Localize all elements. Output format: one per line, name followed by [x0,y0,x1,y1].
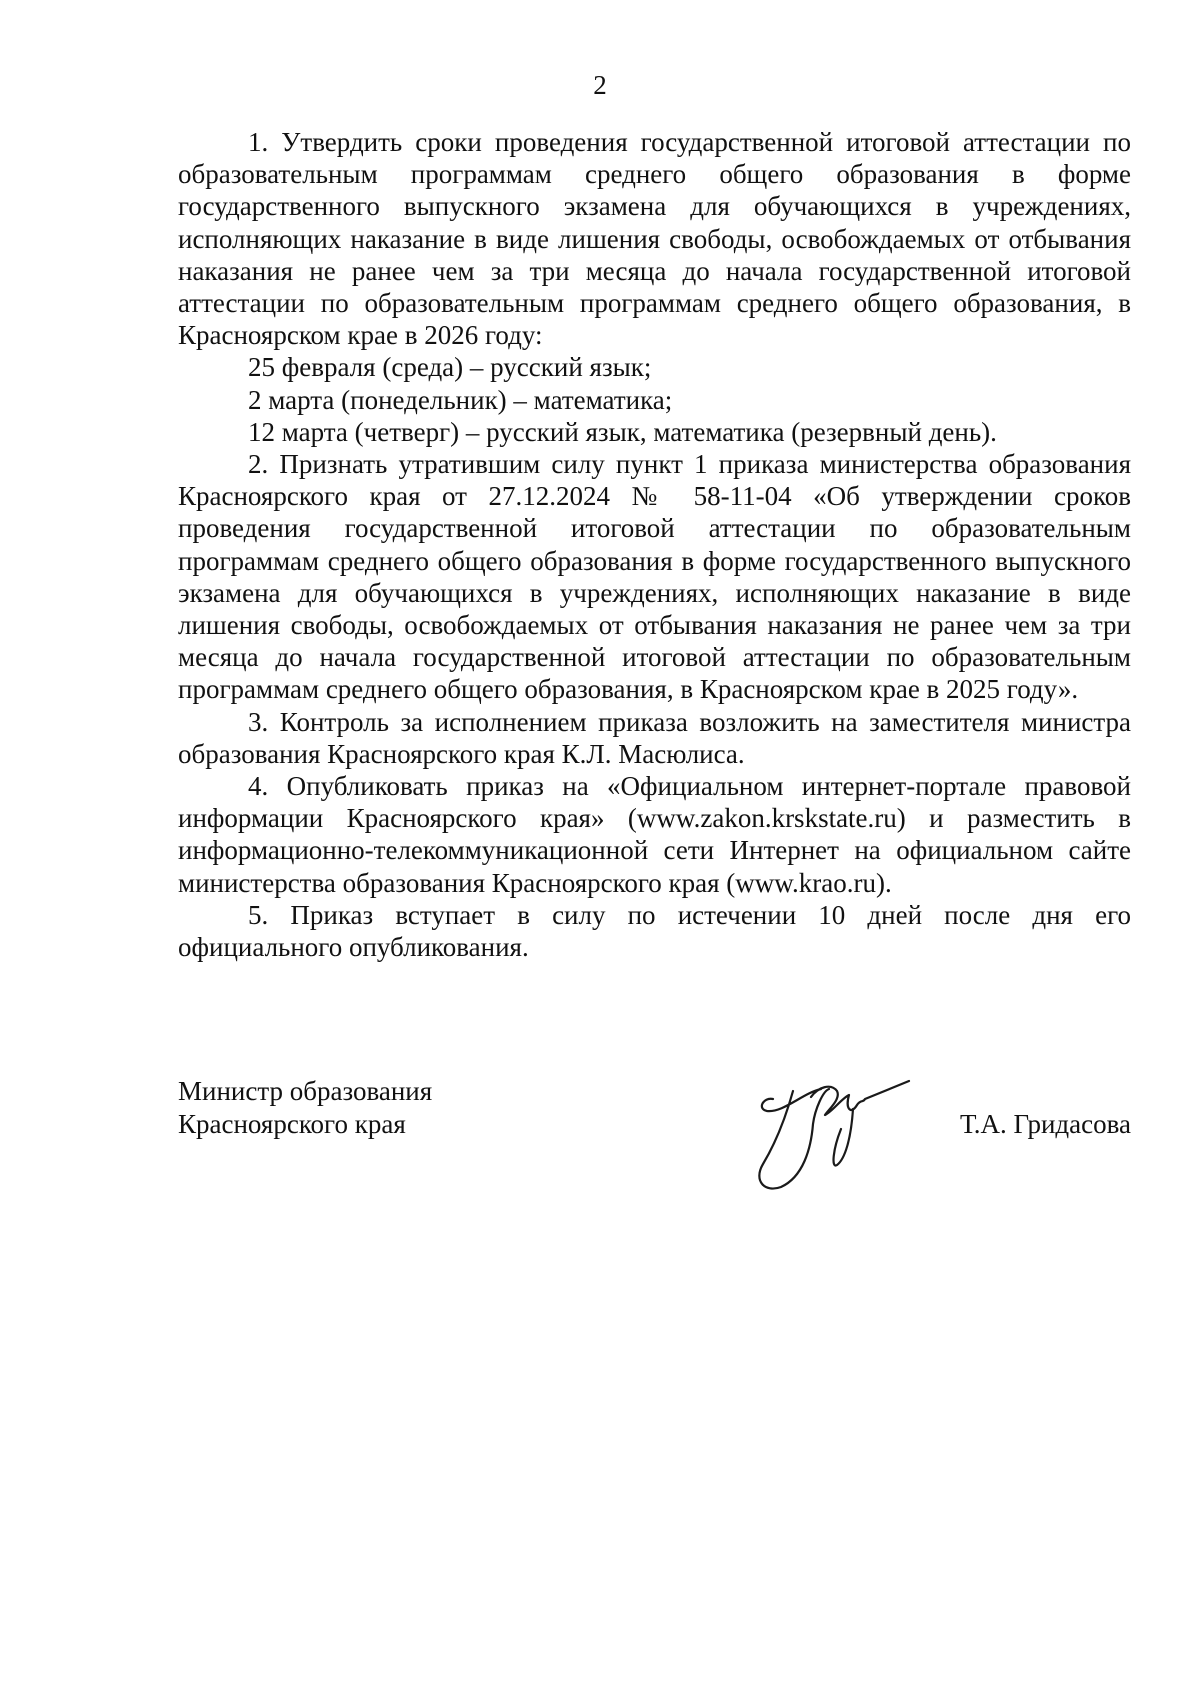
signer-name: Т.А. Гридасова [960,1109,1131,1139]
handwritten-signature [733,1069,913,1199]
schedule-item: 2 марта (понедельник) – математика; [248,384,673,415]
signer-title-line: Красноярского края [178,1109,406,1139]
page-number: 2 [593,70,607,100]
signer-title-line: Министр образования [178,1076,433,1106]
schedule-item: 25 февраля (среда) – русский язык; [248,352,652,383]
paragraph-5: 5. Приказ вступает в силу по истечении 10 дней после дня его официального опубликования. [178,899,1131,963]
signature-block [178,1075,1131,1215]
paragraph-3: 3. Контроль за исполнением приказа возложить на заместителя министра образования Красноярского края К.Л. Масюлиса. [178,706,1131,769]
paragraph-1: 1. Утвердить сроки проведения государственной итоговой аттестации по образовательным программам среднего общего образования в форме государственного выпускного экзамена для обучающихся в учреждениях, исполняющих наказание в виде лишения свободы, освобождаемых от отбывания наказания не ранее чем за три месяца до начала государственной итоговой аттестации по образовательным программам среднего общего образования, в Красноярском крае в 2026 году: [178,127,1131,351]
paragraph-4: 4. Опубликовать приказ на «Официальном интернет-портале правовой информации Красноярского края» (www.zakon.krskstate.ru) и разместить в информационно-телекоммуникационной сети Интернет на официальном сайте министерства образования Красноярского края (www.krao.ru). [178,771,1131,898]
paragraph-2: 2. Признать утратившим силу пункт 1 приказа министерства образования Красноярского края от 27.12.2024 № 58-11-04 «Об утверждении сроков проведения государственной итоговой аттестации по образовательным программам среднего общего образования в форме государственного выпускного экзамена для обучающихся в учреждениях, исполняющих наказание в виде лишения свободы, освобождаемых от отбывания наказания не ранее чем за три месяца до начала государственной итоговой аттестации по образовательным программам среднего общего образования, в Красноярском крае в 2025 году». [178,449,1131,705]
document-body [178,126,1131,963]
signer-title [178,1075,432,1141]
schedule-item: 12 марта (четверг) – русский язык, математика (резервный день). [248,416,997,447]
